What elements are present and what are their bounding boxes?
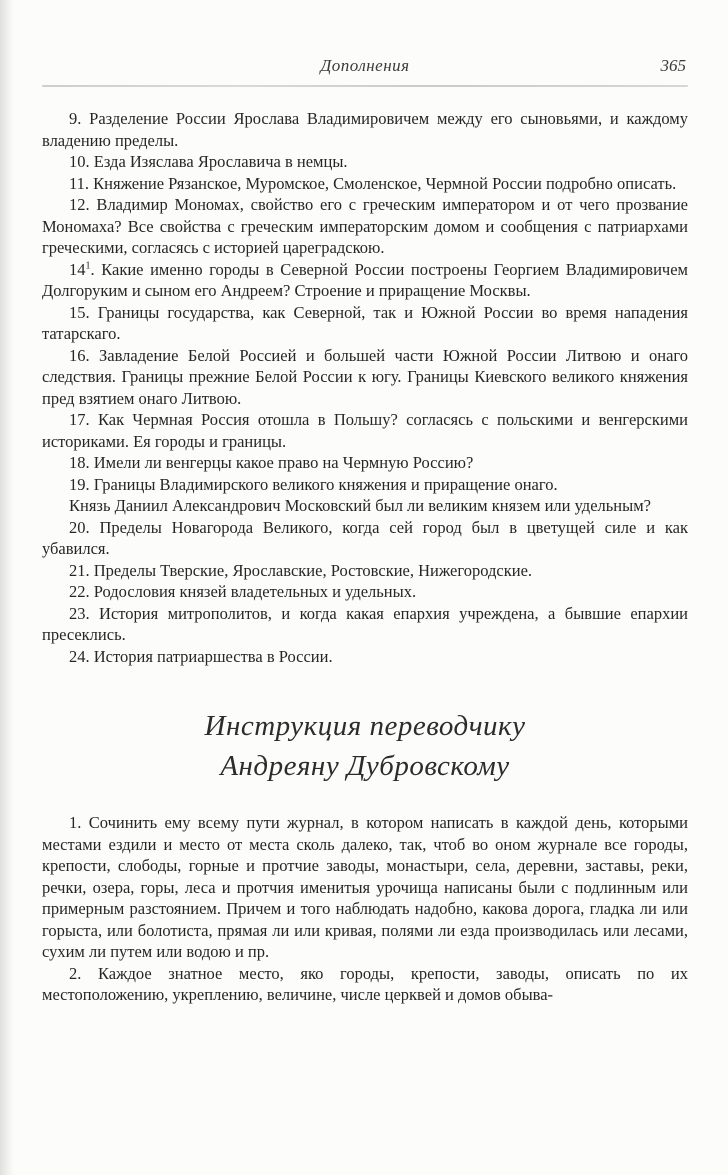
item-text: Пределы Новагорода Великого, когда сей город был в цветущей силе и как убавился.	[42, 517, 688, 558]
instruction-paragraph	[42, 963, 688, 1006]
item-text: Езда Изяслава Ярославича в немцы.	[89, 152, 348, 171]
footnote-marker: 1	[85, 260, 91, 271]
section-heading	[42, 706, 688, 786]
list-item	[42, 603, 688, 646]
item-text: Владимир Мономах, свойство его с греческим императором и от чего прозвание Мономаха? Все свойства с греческим императорским домом и сообщения с патриархами греческими, согласясь с историей цареградскою.	[42, 195, 688, 257]
item-text: Завладение Белой Россией и большей части Южной России Литвою и онаго следствия. Границы прежние Белой России к югу. Границы Киевского великого княжения пред взятием онаго Литвою.	[42, 345, 688, 408]
running-title: Дополнения	[320, 56, 410, 75]
header-rule	[42, 85, 688, 87]
list-item	[42, 302, 688, 345]
item-number: 19.	[69, 474, 90, 494]
item-number: 18.	[69, 453, 90, 472]
list-item	[42, 474, 688, 496]
list-item	[42, 409, 688, 452]
item-text: Как Чермная Россия отошла в Польшу? согласясь с польскими и венгерскими историками. Ея городы и границы.	[42, 410, 688, 451]
list-item	[42, 259, 688, 302]
section-heading-line2: Андреяну Дубровскому	[220, 750, 510, 782]
paragraph-number: 2.	[69, 963, 82, 983]
item-number: 24.	[69, 646, 90, 666]
instruction-paragraph	[42, 812, 688, 963]
item-text: Княжение Рязанское, Муромское, Смоленское, Чермной России подробно описать.	[89, 173, 677, 193]
list-item	[42, 560, 688, 582]
list-item	[42, 173, 688, 195]
list-item	[42, 151, 688, 173]
item-text: Родословия князей владетельных и удельных.	[89, 582, 417, 601]
list-item	[42, 194, 688, 259]
numbered-topic-list	[42, 108, 688, 667]
section-heading-line1: Инструкция переводчику	[204, 710, 526, 742]
paragraph-number: 1.	[69, 813, 82, 832]
page-number: 365	[660, 56, 686, 75]
item-number: 20.	[69, 517, 90, 537]
item-number: 11.	[69, 173, 90, 193]
item-number: 14	[69, 259, 86, 279]
item-number: 22.	[69, 582, 90, 601]
item-text: Границы Владимирского великого княжения и приращение онаго.	[89, 474, 558, 494]
item-text: Разделение России Ярослава Владимировичем между его сыновьями, и каждому владению пределы.	[42, 109, 688, 150]
item-number: 21.	[69, 560, 90, 580]
instruction-paragraphs	[42, 812, 688, 1006]
page-header	[42, 56, 688, 76]
item-number: 15.	[69, 302, 90, 322]
item-text: Пределы Тверские, Ярославские, Ростовские, Нижегородские.	[89, 560, 533, 580]
list-item	[42, 581, 688, 603]
item-text: Границы государства, как Северной, так и Южной России во время нападения татарскаго.	[42, 302, 688, 343]
list-item	[42, 517, 688, 560]
item-text: История митрополитов, и когда какая епархия учреждена, а бывшие епархии пресеклись.	[42, 603, 688, 644]
item-number: 16.	[69, 345, 90, 365]
item-text: Князь Даниил Александрович Московский был ли великим князем или удельным?	[69, 496, 651, 515]
list-item	[42, 646, 688, 668]
paragraph-text: Каждое знатное место, яко городы, крепости, заводы, описать по их местоположению, укреплению, величине, числе церквей и домов обыва-	[42, 963, 688, 1004]
item-number: 17.	[69, 410, 90, 429]
item-number: 10.	[69, 152, 90, 171]
item-text: . Какие именно городы в Северной России построены Георгием Владимировичем Долгоруким и сыном его Андреем? Строение и приращение Москвы.	[42, 259, 688, 300]
list-item	[42, 345, 688, 410]
list-item	[42, 452, 688, 474]
paragraph-text: Сочинить ему всему пути журнал, в котором написать в каждой день, которыми местами ездили и место от места сколь далеко, так, чтоб во оном журнале все городы, крепости, слободы, горные и протчие заводы, монастыри, села, деревни, заставы, реки, речки, озера, горы, леса и протчия именитыя урочища написаны были с подлинным или примерным разстоянием. Причем и того наблюдать надобно, какова дорога, гладка ли или горыста, или болотиста, прямая ли или кривая, полями ли езда производилась или лесами, сухим ли путем или водою и пр.	[42, 813, 688, 961]
item-number: 23.	[69, 603, 90, 623]
item-text: Имели ли венгерцы какое право на Чермную Россию?	[89, 453, 474, 472]
item-text: История патриаршества в России.	[89, 646, 333, 666]
list-item	[42, 108, 688, 151]
item-number: 12.	[69, 195, 90, 214]
list-item	[42, 495, 688, 517]
item-number: 9.	[69, 109, 82, 128]
